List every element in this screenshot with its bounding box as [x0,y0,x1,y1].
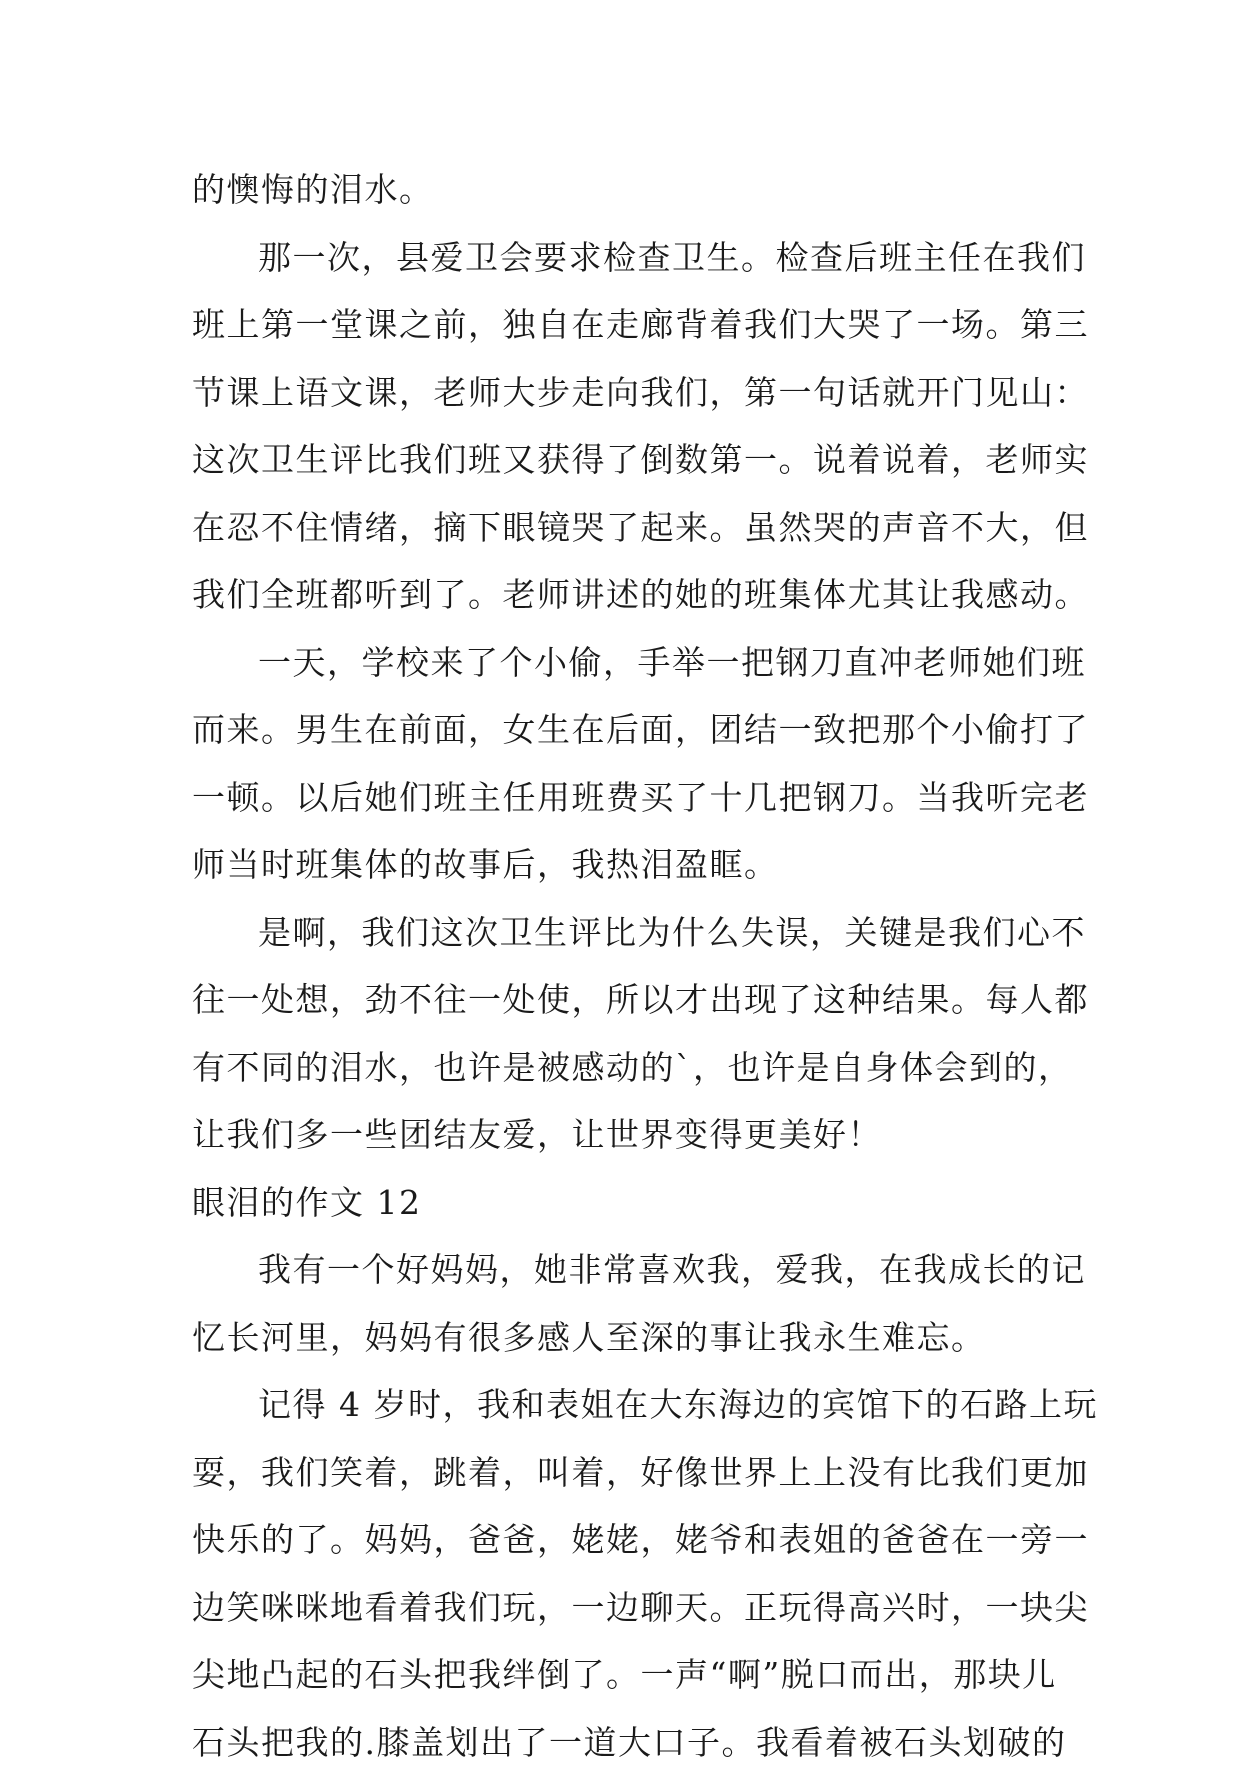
text-line: 班上第一堂课之前，独自在走廊背着我们大哭了一场。第三 [192,291,1072,359]
paragraph-start-line: 那一次，县爱卫会要求检查卫生。检查后班主任在我们 [192,224,1072,292]
text-line: 往一处想，劲不往一处使，所以才出现了这种结果。每人都 [192,966,1072,1034]
text-line: 快乐的了。妈妈，爸爸，姥姥，姥爷和表姐的爸爸在一旁一 [192,1506,1072,1574]
text-line: 节课上语文课，老师大步走向我们，第一句话就开门见山： [192,359,1072,427]
section-heading: 眼泪的作文 12 [192,1169,1072,1237]
text-line: 耍，我们笑着，跳着，叫着，好像世界上上没有比我们更加 [192,1439,1072,1507]
paragraph-start-line: 一天，学校来了个小偷，手举一把钢刀直冲老师她们班 [192,629,1072,697]
text-line: 而来。男生在前面，女生在后面，团结一致把那个小偷打了 [192,696,1072,764]
text-line: 在忍不住情绪，摘下眼镜哭了起来。虽然哭的声音不大，但 [192,494,1072,562]
text-line: 这次卫生评比我们班又获得了倒数第一。说着说着，老师实 [192,426,1072,494]
text-line: 尖地凸起的石头把我绊倒了。一声“啊”脱口而出，那块儿 [192,1641,1072,1709]
text-line: 有不同的泪水，也许是被感动的`，也许是自身体会到的， [192,1034,1072,1102]
essay-body [192,156,1072,1776]
text-line: 我们全班都听到了。老师讲述的她的班集体尤其让我感动。 [192,561,1072,629]
paragraph-start-line: 是啊，我们这次卫生评比为什么失误，关键是我们心不 [192,899,1072,967]
paragraph-start-line: 我有一个好妈妈，她非常喜欢我，爱我，在我成长的记 [192,1236,1072,1304]
text-line: 一顿。以后她们班主任用班费买了十几把钢刀。当我听完老 [192,764,1072,832]
text-line: 的懊悔的泪水。 [192,156,1072,224]
paragraph-start-line: 记得 4 岁时，我和表姐在大东海边的宾馆下的石路上玩 [192,1371,1072,1439]
text-line: 边笑咪咪地看着我们玩，一边聊天。正玩得高兴时，一块尖 [192,1574,1072,1642]
text-line: 师当时班集体的故事后，我热泪盈眶。 [192,831,1072,899]
text-line: 忆长河里，妈妈有很多感人至深的事让我永生难忘。 [192,1304,1072,1372]
text-line: 石头把我的.膝盖划出了一道大口子。我看着被石头划破的 [192,1709,1072,1776]
text-line: 让我们多一些团结友爱，让世界变得更美好！ [192,1101,1072,1169]
